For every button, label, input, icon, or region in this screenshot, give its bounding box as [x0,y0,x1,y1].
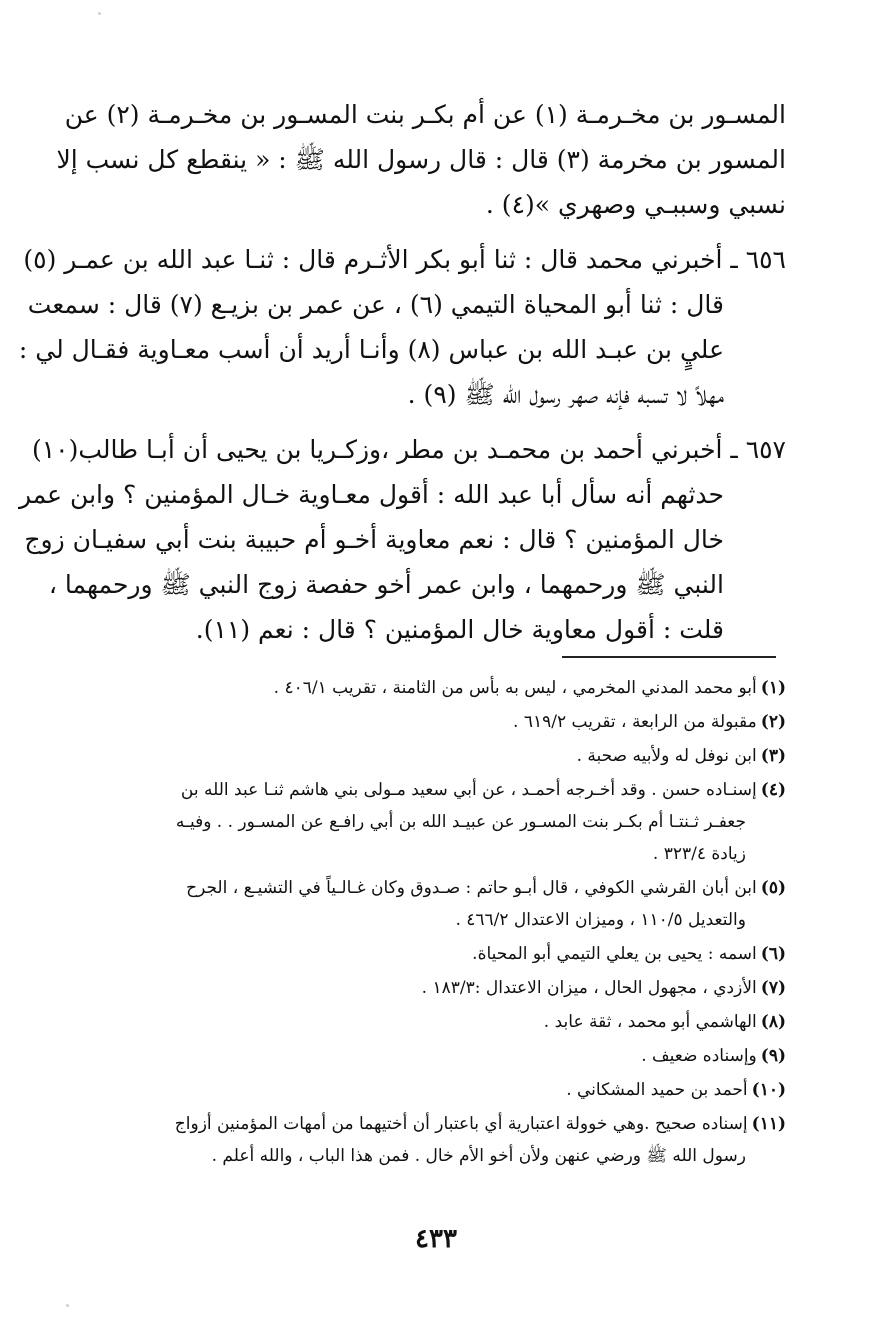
footnote-line [86,1040,786,1072]
footnote-line [86,1006,786,1038]
footnote-text: زيادة ٣٢٣/٤ . [652,844,746,864]
footnote-text: إسنـاده حسن . وقد أخـرجه أحمـد ، عن أبي سعيد مـولى بني هاشم ثنـا عبد الله بن [180,780,757,800]
footnote-line [86,672,786,704]
footnote-divider [562,656,776,658]
footnote [86,1006,786,1038]
footnote [86,972,786,1004]
footnote-number: (٨) [760,1012,786,1032]
footnote [86,672,786,704]
footnote-line [86,706,786,738]
text-line: حدثهم أنه سأل أبا عبد الله : أقول معـاوية خـال المؤمنين ؟ وابن عمر [18,480,724,509]
text-line: النبي ﷺ ورحمهما ، وابن عمر أخو حفصة زوج النبي ﷺ ورحمهما ، [48,570,724,599]
hadith-656 [18,237,786,417]
footnote-text: أبو محمد المدني المخرمي ، ليس به بأس من الثامنة ، تقريب ٤٠٦/١ . [273,678,757,698]
text-line: المسور بن مخرمة (٣) قال : قال رسول الله ﷺ : « ينقطع كل نسب إلا [56,145,786,174]
footnote-line [86,1108,786,1140]
text-line: ٦٥٦ ـ أخبرني محمد قال : ثنا أبو بكر الأثـرم قال : ثنـا عبد الله بن عمـر (٥) [23,245,786,274]
footnote-number: (١٠) [751,1080,786,1100]
footnote-text: الهاشمي أبو محمد ، ثقة عابد . [543,1012,757,1032]
scan-speck [98,12,101,15]
text-line: ٦٥٧ ـ أخبرني أحمد بن محمـد بن مطر ،وزكـريا بن يحيى أن أبـا طالب(١٠) [31,435,786,464]
footnote-line [86,1074,786,1106]
footnote-number: (٥) [760,878,786,898]
hadith-657 [18,427,786,652]
footnote-text: الأزدي ، مجهول الحال ، ميزان الاعتدال :١٨٣/٣ . [421,978,757,998]
footnote [86,872,786,936]
footnote-number: (١١) [751,1114,786,1134]
footnote-text: ابن أبان القرشي الكوفي ، قال أبـو حاتم : صـدوق وكان غـالـياً في التشيـع ، الجرح [186,878,757,898]
paragraph-continued [56,92,786,227]
footnote-text: وإسناده ضعيف . [641,1046,757,1066]
page-number: ٤٣٣ [415,1224,457,1254]
main-text [18,92,786,662]
footnote-number: (٧) [760,978,786,998]
footnote-number: (٤) [760,780,786,800]
scan-speck [66,1304,69,1307]
footnote-number: (٢) [760,712,786,732]
footnote-number: (٦) [760,944,786,964]
text-line: المسـور بن مخـرمـة (١) عن أم بكـر بنت المسـور بن مخـرمـة (٢) عن [64,100,786,129]
footnote [86,1074,786,1106]
text-line: قال : ثنا أبو المحياة التيمي (٦) ، عن عمر بن بزيـع (٧) قال : سمعت [27,290,724,319]
text-line: خال المؤمنين ؟ قال : نعم معاوية أخـو أم حبيبة بنت أبي سفيـان زوج [24,525,724,554]
footnote-line [86,904,786,936]
footnote [86,740,786,772]
footnote-text: اسمه : يحيى بن يعلي التيمي أبو المحياة. [472,944,757,964]
footnote [86,774,786,870]
text-line: عليٍ بن عبـد الله بن عباس (٨) وأنـا أريد أن أسب معـاوية فقـال لي : [18,335,724,364]
footnote-text: أحمد بن حميد المشكاني . [566,1080,748,1100]
footnote [86,938,786,970]
footnote-text: جعفـر ثـنتـا أم بكـر بنت المسـور عن عبيـد الله بن أبي رافـع عن المسـور . . وفيـه [175,812,746,832]
footnote-line [86,1140,786,1172]
footnotes [86,672,786,1174]
footnote-number: (١) [760,678,786,698]
footnote-text: إسناده صحيح .وهي خوولة اعتبارية أي باعتبار أن أختيهما من أمهات المؤمنين أزواج [174,1114,748,1134]
text-line: نسبي وسببـي وصهري »(٤) . [485,190,786,219]
footnote [86,706,786,738]
footnote-line [86,806,786,838]
footnote-line [86,774,786,806]
footnote-number: (٩) [760,1046,786,1066]
footnote-text: مقبولة من الرابعة ، تقريب ٦١٩/٢ . [513,712,757,732]
footnote-line [86,972,786,1004]
footnote-text: رسول الله ﷺ ورضي عنهن ولأن أخو الأم خال . فمن هذا الباب ، والله أعلم . [211,1146,746,1166]
footnote-line [86,872,786,904]
footnote-line [86,740,786,772]
text-line: مهلاً لا تسبه فإنه صهر رسول الله ﷺ (٩) . [407,380,724,409]
footnote-number: (٣) [760,746,786,766]
footnote [86,1040,786,1072]
footnote-text: ابن نوفل له ولأبيه صحبة . [576,746,757,766]
text-line: قلت : أقول معاوية خال المؤمنين ؟ قال : نعم (١١). [195,615,724,644]
footnote-line [86,938,786,970]
footnote [86,1108,786,1172]
footnote-line [86,838,786,870]
footnote-text: والتعديل ١١٠/٥ ، وميزان الاعتدال ٤٦٦/٢ . [455,910,746,930]
